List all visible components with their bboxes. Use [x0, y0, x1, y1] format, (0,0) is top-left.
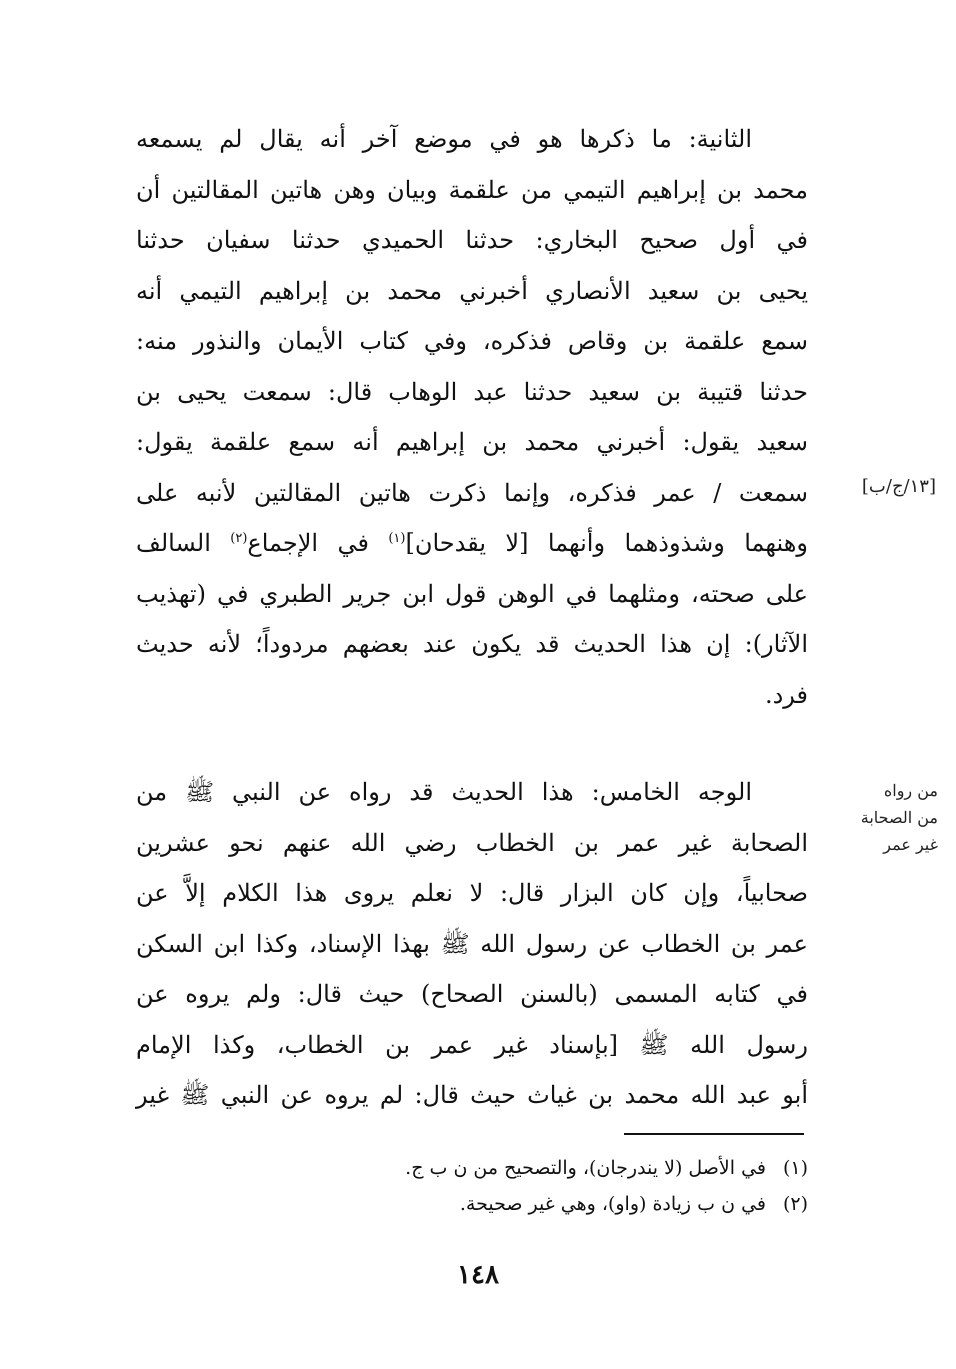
paragraph-second-point: [136, 114, 808, 720]
text-line-with-footnote-refs: [136, 518, 808, 569]
text-line: سمعت / عمر فذكره، وإنما ذكرت هاتين المقالتين لأنبه على: [136, 478, 808, 507]
text-segment: في الإجماع: [247, 529, 389, 557]
text-line: سمع علقمة بن وقاص فذكره، وفي كتاب الأيمان والنذور منه:: [136, 327, 808, 355]
footnote-1: [136, 1150, 808, 1186]
text-line: الصحابة غير عمر بن الخطاب رضي الله عنهم نحو عشرين: [136, 828, 808, 857]
page-number: ١٤٨: [457, 1260, 499, 1290]
footnote-separator: [624, 1133, 804, 1135]
text-line: الآثار): إن هذا الحديث قد يكون عند بعضهم مردوداً؛ لأنه حديث: [136, 630, 808, 658]
text-line: فرد.: [764, 680, 808, 709]
text-line: رسول الله ﷺ [بإسناد غير عمر بن الخطاب، وكذا الإمام: [136, 1030, 808, 1059]
text-line: الثانية: ما ذكرها هو في موضع آخر أنه يقال لم يسمعه: [136, 125, 752, 153]
margin-topic-heading: [848, 777, 938, 858]
text-line: محمد بن إبراهيم التيمي من علقمة وبيان وهن هاتين المقالتين أن: [136, 175, 808, 204]
text-line: في كتابه المسمى (بالسنن الصحاح) حيث قال: ولم يروه عن: [136, 980, 808, 1008]
text-line: صحابياً، وإن كان البزار قال: لا نعلم يروى هذا الكلام إلاَّ عن: [136, 879, 808, 907]
text-segment: السالف: [136, 529, 231, 557]
text-line: أبو عبد الله محمد بن غياث حيث قال: لم يروه عن النبي ﷺ غير: [136, 1081, 808, 1109]
text-line: عمر بن الخطاب عن رسول الله ﷺ بهذا الإسناد، وكذا ابن السكن: [136, 929, 808, 958]
margin-topic-line: غير عمر: [883, 835, 938, 854]
footnote-text: في الأصل (لا يندرجان)، والتصحيح من ن ب ج.: [405, 1157, 766, 1179]
footnote-number: (٢): [782, 1193, 808, 1215]
footnotes: [136, 1150, 808, 1222]
text-line: في أول صحيح البخاري: حدثنا الحميدي حدثنا سفيان حدثنا: [136, 226, 808, 254]
footnote-text: في ن ب زيادة (واو)، وهي غير صحيحة.: [459, 1193, 766, 1215]
paragraph-fifth-aspect: [136, 767, 808, 1121]
text-line: الوجه الخامس: هذا الحديث قد رواه عن النبي ﷺ من: [136, 778, 752, 806]
margin-topic-line: من رواه: [883, 781, 938, 800]
footnote-2: [136, 1186, 808, 1222]
text-line: سعيد يقول: أخبرني محمد بن إبراهيم أنه سمع علقمة يقول:: [136, 428, 808, 456]
text-line: على صحته، ومثلهما في الوهن قول ابن جرير الطبري في (تهذيب: [136, 579, 808, 608]
margin-topic-line: من الصحابة: [860, 808, 938, 827]
footnote-ref-2: (٢): [230, 531, 248, 546]
text-line: يحيى بن سعيد الأنصاري أخبرني محمد بن إبراهيم التيمي أنه: [136, 276, 808, 305]
manuscript-reference: [١٣/ج/ب]: [861, 476, 936, 497]
text-line: حدثنا قتيبة بن سعيد حدثنا عبد الوهاب قال: سمعت يحيى بن: [136, 377, 808, 406]
footnote-number: (١): [782, 1157, 808, 1179]
footnote-ref-1: (١): [388, 531, 406, 546]
text-segment: وهنهما وشذوذهما وأنهما [لا يقدحان]: [405, 529, 808, 557]
